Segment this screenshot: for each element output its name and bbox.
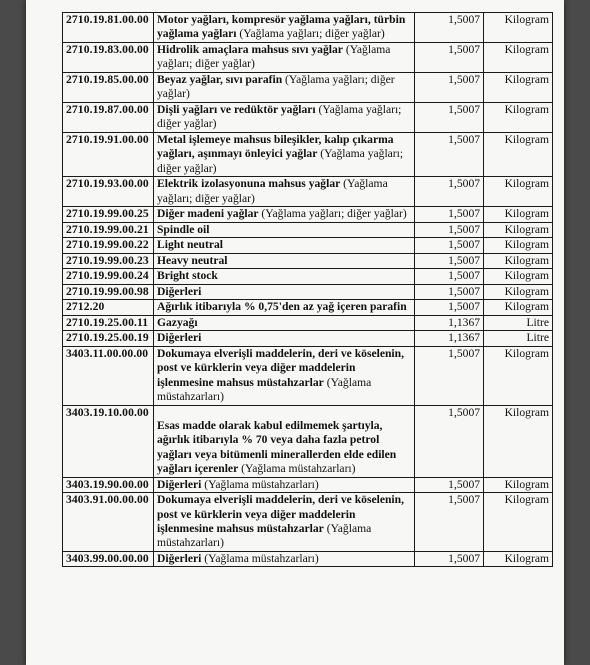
tariff-code: 2710.19.25.00.11 bbox=[63, 315, 154, 330]
description-cell bbox=[153, 13, 414, 43]
description-note: (Yağlama müstahzarları) bbox=[156, 375, 372, 404]
tax-amount: 1,5007 bbox=[415, 346, 484, 405]
description-note: (Yağlama müstahzarları) bbox=[238, 462, 356, 476]
table-row bbox=[63, 132, 553, 176]
table-row bbox=[63, 42, 553, 72]
tax-amount: 1,5007 bbox=[415, 42, 484, 72]
unit: Kilogram bbox=[484, 551, 553, 566]
description-note: (Yağlama müstahzarları) bbox=[201, 477, 319, 491]
description-note: (Yağlama yağları; diğer yağlar) bbox=[156, 147, 404, 175]
description-main: Dişli yağları ve redüktör yağları bbox=[156, 102, 316, 116]
description-note: (Yağlama yağları; diğer yağlar) bbox=[156, 177, 388, 205]
unit: Kilogram bbox=[484, 207, 553, 222]
tax-amount: 1,5007 bbox=[415, 405, 484, 477]
table-row bbox=[63, 477, 553, 492]
description-main: Diğerleri bbox=[156, 284, 202, 298]
table-row bbox=[63, 551, 553, 566]
unit: Kilogram bbox=[484, 177, 553, 207]
tariff-code: 2710.19.91.00.00 bbox=[63, 132, 154, 176]
table-row bbox=[63, 405, 553, 477]
tariff-table-body bbox=[63, 13, 553, 567]
description-main: Ağırlık itibarıyla % 0,75'den az yağ içeren parafin bbox=[156, 300, 407, 314]
description-cell bbox=[153, 551, 414, 566]
unit: Kilogram bbox=[484, 72, 553, 102]
unit: Kilogram bbox=[484, 42, 553, 72]
description-cell bbox=[153, 132, 414, 176]
tax-amount: 1,5007 bbox=[415, 72, 484, 102]
tariff-code: 2710.19.81.00.00 bbox=[63, 13, 154, 43]
description-main: Dokumaya elverişli maddelerin, deri ve köselenin, post ve kürklerin veya diğer maddelerin işlenmesine mahsus müstahzarlar bbox=[156, 346, 404, 389]
description-main: Dokumaya elverişli maddelerin, deri ve köselenin, post ve kürklerin veya diğer maddelerin işlenmesine mahsus müstahzarlar bbox=[156, 493, 404, 535]
table-row bbox=[63, 315, 553, 330]
description-note: (Yağlama yağları; diğer yağlar) bbox=[258, 207, 407, 221]
unit: Kilogram bbox=[484, 346, 553, 405]
document-page bbox=[26, 0, 564, 665]
description-cell bbox=[153, 72, 414, 102]
description-main: Beyaz yağlar, sıvı parafin bbox=[156, 72, 283, 86]
description-main: Diğerleri bbox=[156, 477, 202, 491]
description-cell bbox=[153, 346, 414, 405]
tax-amount: 1,5007 bbox=[415, 284, 484, 299]
table-row bbox=[63, 331, 553, 346]
unit: Kilogram bbox=[484, 13, 553, 43]
tax-amount: 1,5007 bbox=[415, 132, 484, 176]
description-cell bbox=[153, 477, 414, 492]
description-cell bbox=[153, 331, 414, 346]
tax-amount: 1,1367 bbox=[415, 315, 484, 330]
tax-amount: 1,5007 bbox=[415, 177, 484, 207]
tax-amount: 1,5007 bbox=[415, 477, 484, 492]
description-cell bbox=[153, 405, 414, 477]
tariff-code: 3403.19.90.00.00 bbox=[63, 477, 154, 492]
description-cell bbox=[153, 238, 414, 253]
tariff-code: 2710.19.85.00.00 bbox=[63, 72, 154, 102]
description-note: (Yağlama yağları; diğer yağlar) bbox=[156, 72, 395, 101]
tax-amount: 1,5007 bbox=[415, 493, 484, 552]
table-row bbox=[63, 222, 553, 237]
description-cell bbox=[153, 493, 414, 552]
description-note: (Yağlama yağları; diğer yağlar) bbox=[236, 27, 385, 41]
description-main: Diğer madeni yağlar bbox=[156, 207, 259, 221]
tax-amount: 1,5007 bbox=[415, 551, 484, 566]
unit: Kilogram bbox=[484, 253, 553, 268]
table-row bbox=[63, 493, 553, 552]
description-main: Heavy neutral bbox=[156, 253, 228, 267]
table-row bbox=[63, 238, 553, 253]
description-main: Light neutral bbox=[156, 238, 224, 252]
unit: Kilogram bbox=[484, 405, 553, 477]
tariff-code: 3403.99.00.00.00 bbox=[63, 551, 154, 566]
table-row bbox=[63, 284, 553, 299]
description-cell bbox=[153, 102, 414, 132]
description-cell bbox=[153, 253, 414, 268]
unit: Kilogram bbox=[484, 493, 553, 552]
description-note: (Yağlama yağları; diğer yağlar) bbox=[156, 102, 402, 131]
unit: Kilogram bbox=[484, 284, 553, 299]
description-cell bbox=[153, 222, 414, 237]
table-row bbox=[63, 102, 553, 132]
description-cell bbox=[153, 42, 414, 72]
table-row bbox=[63, 13, 553, 43]
table-row bbox=[63, 72, 553, 102]
tax-amount: 1,5007 bbox=[415, 253, 484, 268]
tax-amount: 1,5007 bbox=[415, 222, 484, 237]
tariff-code: 3403.91.00.00.00 bbox=[63, 493, 154, 552]
table-row bbox=[63, 177, 553, 207]
unit: Kilogram bbox=[484, 269, 553, 284]
unit: Kilogram bbox=[484, 238, 553, 253]
tariff-code: 2712.20 bbox=[63, 300, 154, 315]
tariff-code: 3403.19.10.00.00 bbox=[63, 405, 154, 477]
table-row bbox=[63, 269, 553, 284]
description-cell bbox=[153, 269, 414, 284]
tariff-code: 2710.19.83.00.00 bbox=[63, 42, 154, 72]
blank-line bbox=[157, 406, 411, 419]
tariff-code: 3403.11.00.00.00 bbox=[63, 346, 154, 405]
description-main: Motor yağları, kompresör yağlama yağları, türbin yağlama yağları bbox=[156, 13, 406, 41]
tariff-code: 2710.19.25.00.19 bbox=[63, 331, 154, 346]
description-main: Esas madde olarak kabul edilmemek şartıyla, ağırlık itibarıyla % 70 veya daha fazla petrol yağları veya bitümenli minerallerden elde edilen yağları içerenler bbox=[156, 418, 397, 476]
tariff-code: 2710.19.99.00.23 bbox=[63, 253, 154, 268]
description-cell bbox=[153, 177, 414, 207]
description-main: Gazyağı bbox=[156, 315, 198, 329]
unit: Kilogram bbox=[484, 477, 553, 492]
description-main: Spindle oil bbox=[156, 222, 210, 236]
description-main: Bright stock bbox=[156, 269, 218, 283]
description-main: Diğerleri bbox=[156, 331, 202, 345]
description-cell bbox=[153, 315, 414, 330]
tariff-code: 2710.19.99.00.24 bbox=[63, 269, 154, 284]
description-cell bbox=[153, 207, 414, 222]
unit: Litre bbox=[484, 331, 553, 346]
tax-amount: 1,5007 bbox=[415, 13, 484, 43]
description-main: Elektrik izolasyonuna mahsus yağlar bbox=[156, 177, 341, 191]
tariff-code: 2710.19.99.00.25 bbox=[63, 207, 154, 222]
description-note: (Yağlama yağları; diğer yağlar) bbox=[156, 42, 391, 71]
tariff-code: 2710.19.87.00.00 bbox=[63, 102, 154, 132]
tax-amount: 1,5007 bbox=[415, 269, 484, 284]
table-row bbox=[63, 207, 553, 222]
tariff-code: 2710.19.99.00.21 bbox=[63, 222, 154, 237]
unit: Kilogram bbox=[484, 222, 553, 237]
description-cell bbox=[153, 300, 414, 315]
tariff-table bbox=[62, 12, 553, 567]
unit: Kilogram bbox=[484, 132, 553, 176]
table-row bbox=[63, 346, 553, 405]
table-row bbox=[63, 253, 553, 268]
tariff-code: 2710.19.99.00.22 bbox=[63, 238, 154, 253]
tax-amount: 1,5007 bbox=[415, 300, 484, 315]
unit: Kilogram bbox=[484, 102, 553, 132]
table-row bbox=[63, 300, 553, 315]
unit: Litre bbox=[484, 315, 553, 330]
tax-amount: 1,5007 bbox=[415, 102, 484, 132]
description-main: Hidrolik amaçlara mahsus sıvı yağlar bbox=[156, 42, 343, 56]
tariff-code: 2710.19.99.00.98 bbox=[63, 284, 154, 299]
tax-amount: 1,5007 bbox=[415, 238, 484, 253]
tax-amount: 1,5007 bbox=[415, 207, 484, 222]
description-note: (Yağlama müstahzarları) bbox=[156, 521, 372, 550]
description-note: (Yağlama müstahzarları) bbox=[201, 551, 319, 565]
tariff-code: 2710.19.93.00.00 bbox=[63, 177, 154, 207]
unit: Kilogram bbox=[484, 300, 553, 315]
tax-amount: 1,1367 bbox=[415, 331, 484, 346]
description-main: Metal işlemeye mahsus bileşikler, kalıp çıkarma yağları, aşınmayı önleyici yağlar bbox=[156, 132, 394, 161]
description-main: Diğerleri bbox=[156, 551, 202, 565]
description-cell bbox=[153, 284, 414, 299]
